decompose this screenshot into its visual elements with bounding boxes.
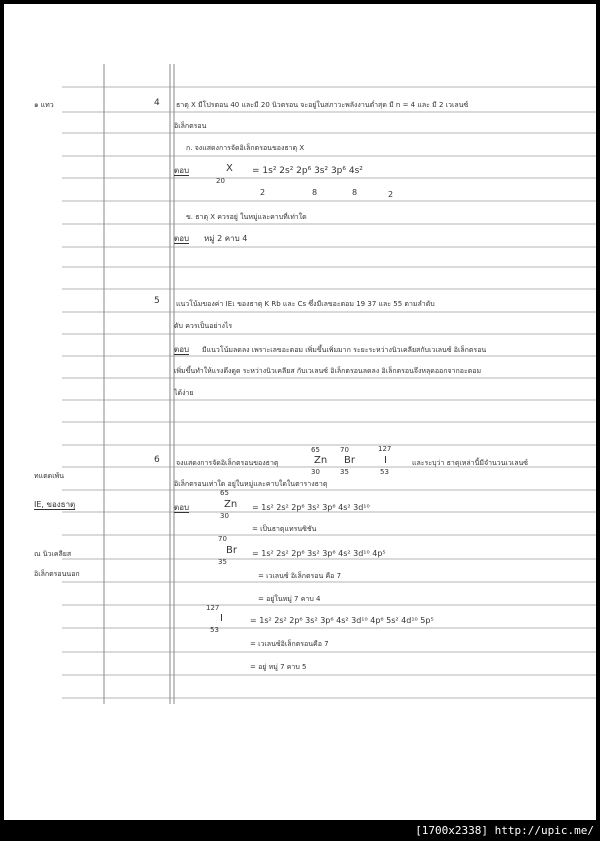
answer-tag: ตอบ [174,166,190,175]
atomic-number: 20 [216,177,225,185]
question-text: อิเล็กตรอน [174,122,207,130]
question-text: จงแสดงการจัดอิเล็กตรอนของธาตุ [176,459,279,467]
electron-configuration: = 1s² 2s² 2p⁶ 3s² 3p⁶ 4s² 3d¹⁰ [252,503,370,512]
question-text: และระบุว่า ธาตุเหล่านี้มีจำนวนเวเลนซ์ [412,459,529,467]
mass-number: 127 [206,604,220,612]
margin-note: อิเล็กตรอนนอก [34,570,80,578]
atomic-number: 53 [380,468,389,476]
margin-note: ๑ แทว [34,101,54,109]
sub-question: ก. จงแสดงการจัดอิเล็กตรอนของธาตุ X [186,144,305,152]
element-symbol: I [220,613,223,624]
element-symbol: Br [344,455,355,466]
question-number: 5 [154,296,160,306]
image-watermark: [1700x2338] http://upic.me/ [415,824,594,837]
element-symbol: Br [226,545,237,556]
shell-count: 2 [388,190,394,199]
ruled-lines [4,4,596,820]
margin-note: IE, ของธาตุ [34,500,76,509]
question-number: 6 [154,455,160,465]
answer-text: ได้ง่าย [174,389,194,397]
atomic-number: 35 [340,468,349,476]
answer-text: = อยู่ หมู่ 7 คาบ 5 [250,663,307,671]
answer-text: = เวเลนซ์ อิเล็กตรอน คือ 7 [258,572,342,580]
answer-text: เพิ่มขึ้นทำให้แรงดึงดูด ระหว่างนิวเคลียส กับเวเลนซ์ อิเล็กตรอนลดลง อิเล็กตรอนจึงหลุดออกจากอะตอม [174,367,482,375]
mass-number: 65 [311,446,320,454]
shell-count: 8 [352,188,358,197]
electron-configuration: = 1s² 2s² 2p⁶ 3s² 3p⁶ 4s² [252,166,363,176]
answer-tag: ตอบ [174,345,190,354]
electron-configuration: = 1s² 2s² 2p⁶ 3s² 3p⁶ 4s² 3d¹⁰ 4p⁶ 5s² 4d¹⁰ 5p⁵ [250,616,434,625]
atomic-number: 30 [311,468,320,476]
element-symbol: Zn [314,455,328,466]
element-symbol: I [384,455,387,466]
answer-tag: ตอบ [174,234,190,243]
element-symbol: X [226,163,233,174]
question-text: ดับ ควรเป็นอย่างไร [174,322,233,330]
margin-note: ทแตดเพ้น [34,472,65,480]
shell-count: 8 [312,188,318,197]
atomic-number: 35 [218,558,227,566]
atomic-number: 30 [220,512,229,520]
question-number: 4 [154,98,160,108]
mass-number: 127 [378,445,392,453]
atomic-number: 53 [210,626,219,634]
sub-question: ข. ธาตุ X ควรอยู่ ในหมู่และคาบที่เท่าใด [186,213,307,221]
mass-number: 65 [220,489,229,497]
mass-number: 70 [340,446,349,454]
margin-note: ณ นิวเคลียส [34,550,72,558]
answer-text: หมู่ 2 คาบ 4 [204,234,248,243]
answer-text: = เป็นธาตุแทรนซิชัน [252,525,317,533]
question-text: แนวโน้มของค่า IE₁ ของธาตุ K Rb และ Cs ซึ่งมีเลขอะตอม 19 37 และ 55 ตามลำดับ [176,300,435,308]
shell-count: 2 [260,188,266,197]
question-text: อิเล็กตรอนเท่าใด อยู่ในหมู่และคาบใดในตารางธาตุ [174,480,328,488]
element-symbol: Zn [224,499,238,510]
answer-text: = เวเลนซ์อิเล็กตรอนคือ 7 [250,640,329,648]
answer-text: = อยู่ในหมู่ 7 คาบ 4 [258,595,321,603]
notebook-page [4,4,596,820]
mass-number: 70 [218,535,227,543]
question-text: ธาตุ X มีโปรตอน 40 และมี 20 นิวตรอน จะอยู่ในสภาวะพลังงานต่ำสุด มี n = 4 และ มี 2 เวเลนซ์ [176,101,469,109]
electron-configuration: = 1s² 2s² 2p⁶ 3s² 3p⁶ 4s² 3d¹⁰ 4p⁵ [252,549,386,558]
answer-tag: ตอบ [174,503,190,512]
answer-text: มีแนวโน้มลดลง เพราะเลขอะตอม เพิ่มขึ้นเพิ่มมาก ระยะระหว่างนิวเคลียสกับเวเลนซ์ อิเล็กตรอน [202,346,487,354]
